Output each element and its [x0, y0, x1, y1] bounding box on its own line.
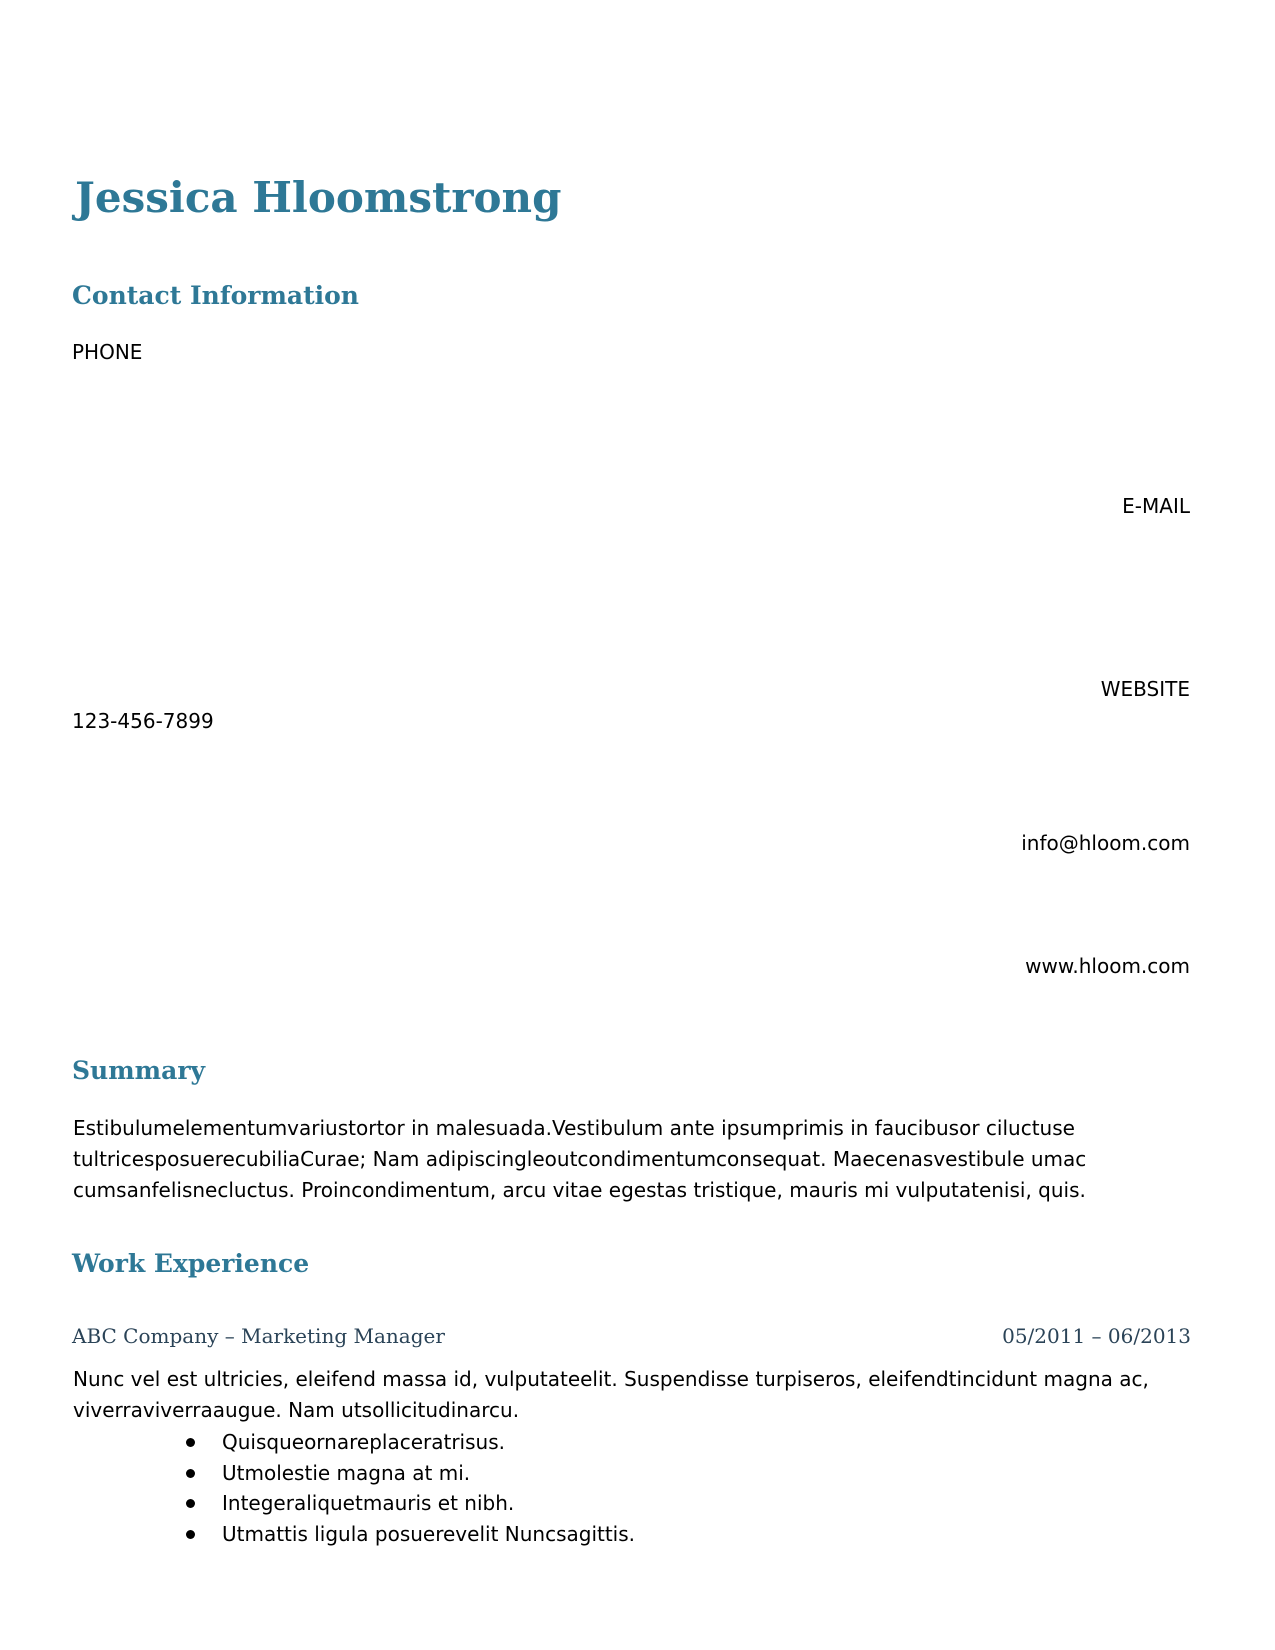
- bullet-icon: [186, 1530, 195, 1539]
- bullet-icon: [186, 1499, 195, 1508]
- website-value: www.hloom.com: [1025, 954, 1190, 978]
- list-item: [0, 1427, 635, 1458]
- resume-name: Jessica Hloomstrong: [75, 173, 562, 222]
- list-item: [0, 1519, 635, 1550]
- job-title: ABC Company – Marketing Manager: [72, 1324, 445, 1348]
- summary-line: cumsanfelisnecluctus. Proincondimentum, arcu vitae egestas tristique, mauris mi vulputatenisi, quis.: [73, 1178, 1086, 1202]
- email-label: E-MAIL: [1122, 494, 1190, 518]
- bullet-text: Quisqueornareplaceratrisus.: [222, 1430, 505, 1454]
- summary-heading: Summary: [72, 1056, 206, 1085]
- work-heading: Work Experience: [72, 1249, 310, 1278]
- phone-value: 123-456-7899: [72, 709, 214, 733]
- summary-paragraph: [73, 1113, 1203, 1206]
- bullet-text: Utmolestie magna at mi.: [222, 1460, 471, 1485]
- job-description: [73, 1364, 1203, 1426]
- summary-line: tultricesposuerecubiliaCurae; Nam adipiscingleoutcondimentumconsequat. Maecenasvestibule umac: [73, 1147, 1087, 1171]
- bullet-text: Integeraliquetmauris et nibh.: [222, 1491, 515, 1515]
- summary-line: Estibulumelementumvariustortor in malesuada.Vestibulum ante ipsumprimis in faucibusor ciluctuse: [73, 1116, 1075, 1140]
- phone-label: PHONE: [72, 340, 143, 364]
- list-item: [0, 1488, 635, 1519]
- bullet-text: Utmattis ligula posuerevelit Nuncsagittis.: [222, 1521, 636, 1546]
- bullet-icon: [186, 1438, 195, 1447]
- job-description-line: Nunc vel est ultricies, eleifend massa id, vulputateelit. Suspendisse turpiseros, eleifendtincidunt magna ac,: [73, 1367, 1149, 1391]
- contact-heading: Contact Information: [72, 281, 359, 310]
- email-value: info@hloom.com: [1021, 831, 1190, 855]
- list-item: [0, 1458, 635, 1489]
- job-bullet-list: [0, 1427, 635, 1549]
- website-label: WEBSITE: [1100, 677, 1190, 701]
- job-description-line: viverraviverraaugue. Nam utsollicitudinarcu.: [73, 1398, 520, 1422]
- bullet-icon: [186, 1469, 195, 1478]
- job-dates: 05/2011 – 06/2013: [1002, 1324, 1191, 1348]
